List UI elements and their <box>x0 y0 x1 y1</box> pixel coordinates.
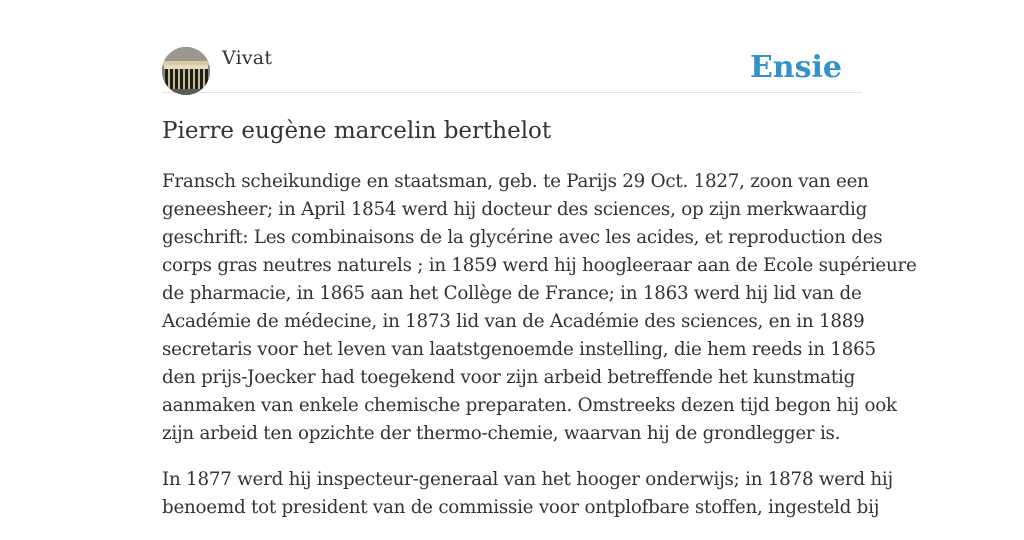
text-line: Académie de médecine, in 1873 lid van de Académie des sciences, en in 1889 <box>162 311 865 332</box>
text-line: corps gras neutres naturels ; in 1859 werd hij hoogleeraar aan de Ecole supérieure <box>162 255 917 276</box>
text-line: geneesheer; in April 1854 werd hij docteur des sciences, op zijn merkwaardig <box>162 199 868 220</box>
page-title: Pierre eugène marcelin berthelot <box>162 118 552 144</box>
article-body <box>162 168 917 540</box>
text-line: Fransch scheikundige en staatsman, geb. te Parijs 29 Oct. 1827, zoon van een <box>162 171 869 192</box>
text-line: de pharmacie, in 1865 aan het Collège de France; in 1863 werd hij lid van de <box>162 283 862 304</box>
text-line: benoemd tot president van de commissie voor ontplofbare stoffen, ingesteld bij <box>162 497 880 518</box>
text-line: geschrift: Les combinaisons de la glycérine avec les acides, et reproduction des <box>162 227 883 248</box>
source-name[interactable]: Vivat <box>222 47 273 69</box>
header <box>162 46 862 93</box>
text-line: den prijs-Joecker had toegekend voor zijn arbeid betreffende het kunstmatig <box>162 367 856 388</box>
text-line: secretaris voor het leven van laatstgenoemde instelling, die hem reeds in 1865 <box>162 339 876 360</box>
paragraph-2 <box>162 466 893 522</box>
paragraph-1 <box>162 168 917 448</box>
article-page <box>162 0 917 518</box>
text-line: In 1877 werd hij inspecteur-generaal van het hooger onderwijs; in 1878 werd hij <box>162 469 893 490</box>
text-line: zijn arbeid ten opzichte der thermo-chemie, waarvan hij de grondlegger is. <box>162 423 841 444</box>
brand-logo[interactable]: Ensie <box>749 50 842 85</box>
book-spines-icon[interactable] <box>162 47 210 95</box>
text-line: aanmaken van enkele chemische preparaten. Omstreeks dezen tijd begon hij ook <box>162 395 897 416</box>
